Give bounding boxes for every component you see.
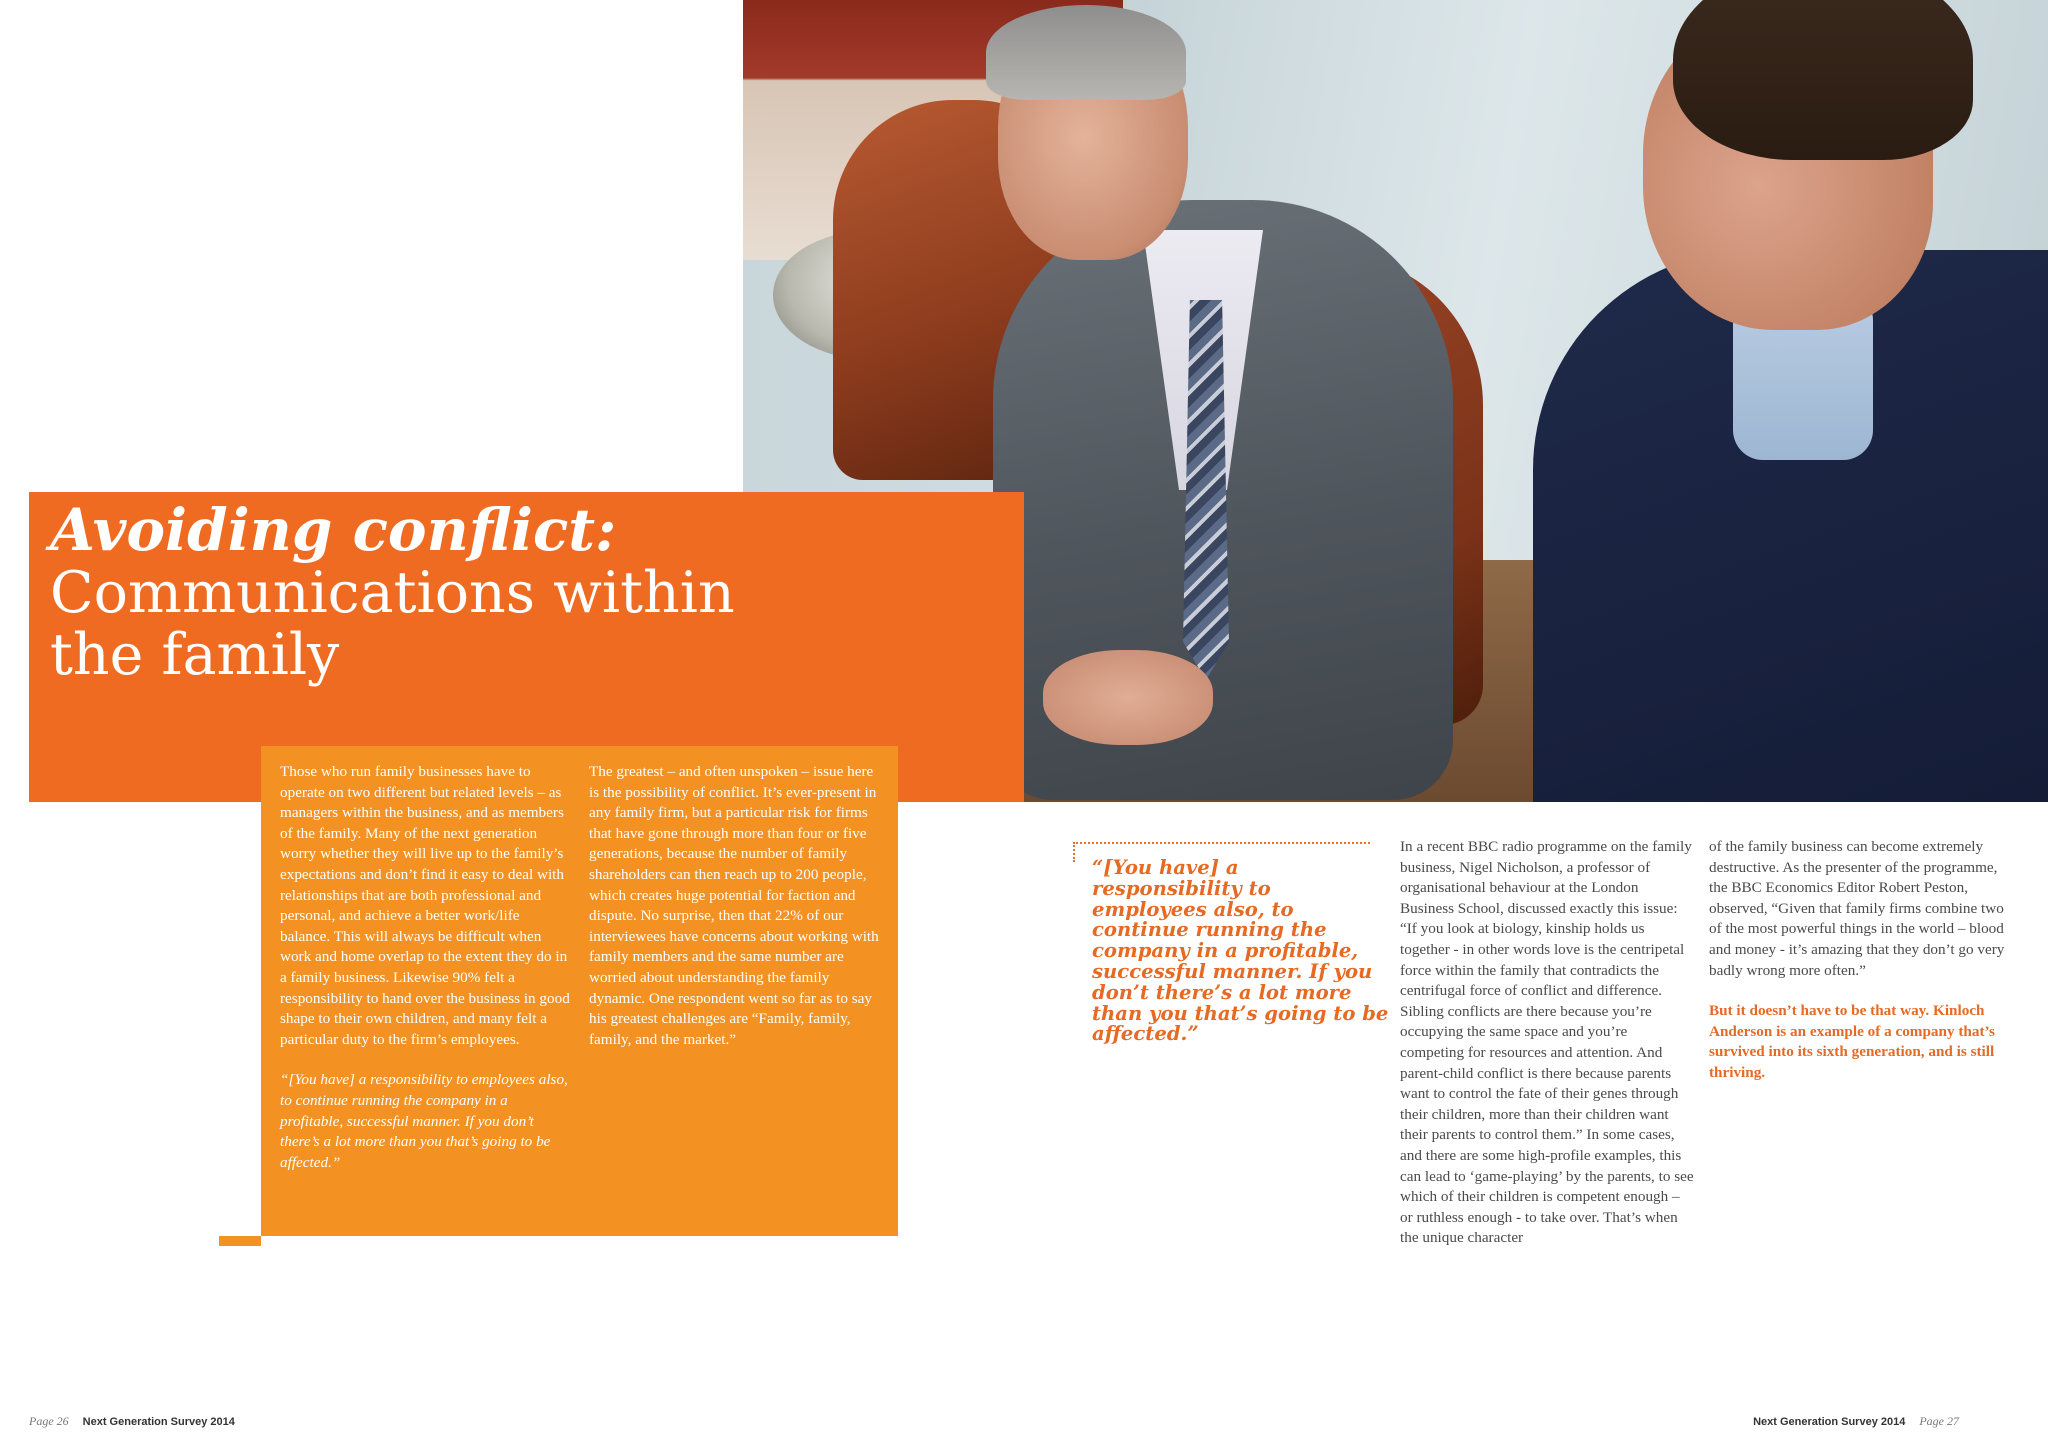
intro-column-2 [589, 762, 884, 1070]
intro-paragraph: Those who run family businesses have to operate on two different but related levels – as managers within the business, and as members of the family. Many of the next generation worry whether they will live up to the family’s expectations and don’t find it easy to deal with relationships that are both professional and personal, and achieve a better work/life balance. This will always be difficult when work and home overlap to the extent they do in a family business. Likewise 90% felt a responsibility to hand over the business in good shape to their own children, and many felt a particular duty to the firm’s employees. [280, 763, 570, 1048]
body-column-4 [1709, 837, 2009, 1104]
body-column-3: In a recent BBC radio programme on the family business, Nigel Nicholson, a professor of organisational behaviour at the London Business School, discussed exactly this issue: “If you look at biology, kinship holds us together - in other words love is the centripetal force within the family that contradicts the centrifugal force of conflict and difference. Sibling conflicts are there because you’re occupying the same space and you’re competing for resources and attention. And parent-child conflict is there because parents want to control the fate of their genes through their children, more than their children want their parents to control them.” In some cases, and there are some high-profile examples, this can lead to ‘game-playing’ by the parents, to see which of their children is competent enough – or ruthless enough - to take over. That’s when the unique character [1400, 838, 1694, 1247]
intro-quote: “[You have] a responsibility to employees also, to continue running the company in a profitable, successful manner. If you don’t there’s a lot more than you that’s going to be affected.” [280, 1071, 568, 1171]
publication-title-right: Next Generation Survey 2014 [1753, 1416, 1906, 1428]
footer-left [29, 1414, 235, 1429]
publication-title-left: Next Generation Survey 2014 [82, 1416, 235, 1428]
headline-title: Avoiding conflict: [50, 496, 617, 564]
pull-quote-rule [1073, 842, 1370, 844]
page-number-left: Page 26 [29, 1414, 69, 1428]
headline-subtitle: Communications within the family [50, 560, 735, 688]
photo-grey-hair [986, 5, 1186, 100]
pull-quote: “[You have] a responsibility to employees also, to continue running the company in a profitable, successful manner. If you don’t there’s a lot more than you that’s going to be affected.” [1092, 856, 1389, 1046]
highlight-paragraph: But it doesn’t have to be that way. Kinloch Anderson is an example of a company that’s survived into its sixth generation, and is still thriving. [1709, 1002, 1995, 1081]
photo-clasped-hands [1043, 650, 1213, 745]
page-number-right: Page 27 [1919, 1414, 1959, 1428]
intro-column-1 [280, 762, 570, 1173]
photo-dark-hair [1673, 0, 1973, 160]
intro-text-box-tab [219, 1236, 261, 1246]
photo-striped-tie [1183, 300, 1229, 680]
intro-paragraph-2: The greatest – and often unspoken – issue here is the possibility of conflict. It’s ever-present in any family firm, but a particular risk for firms that have gone through more than four or five generations, because the number of family shareholders can then reach up to 200 people, which creates huge potential for faction and dispute. No surprise, then that 22% of our interviewees have concerns about working with family members and the same number are worried about understanding the family dynamic. One respondent went so far as to say his greatest challenges are “Family, family, family, and the market.” [589, 763, 879, 1048]
footer-right [1753, 1414, 1959, 1429]
body-paragraph: of the family business can become extremely destructive. As the presenter of the programme, the BBC Economics Editor Robert Peston, observed, “Given that family firms combine two of the most powerful things in the world – blood and money - it’s amazing that they don’t go very badly wrong more often.” [1709, 838, 2005, 979]
pull-quote-corner [1073, 842, 1075, 862]
